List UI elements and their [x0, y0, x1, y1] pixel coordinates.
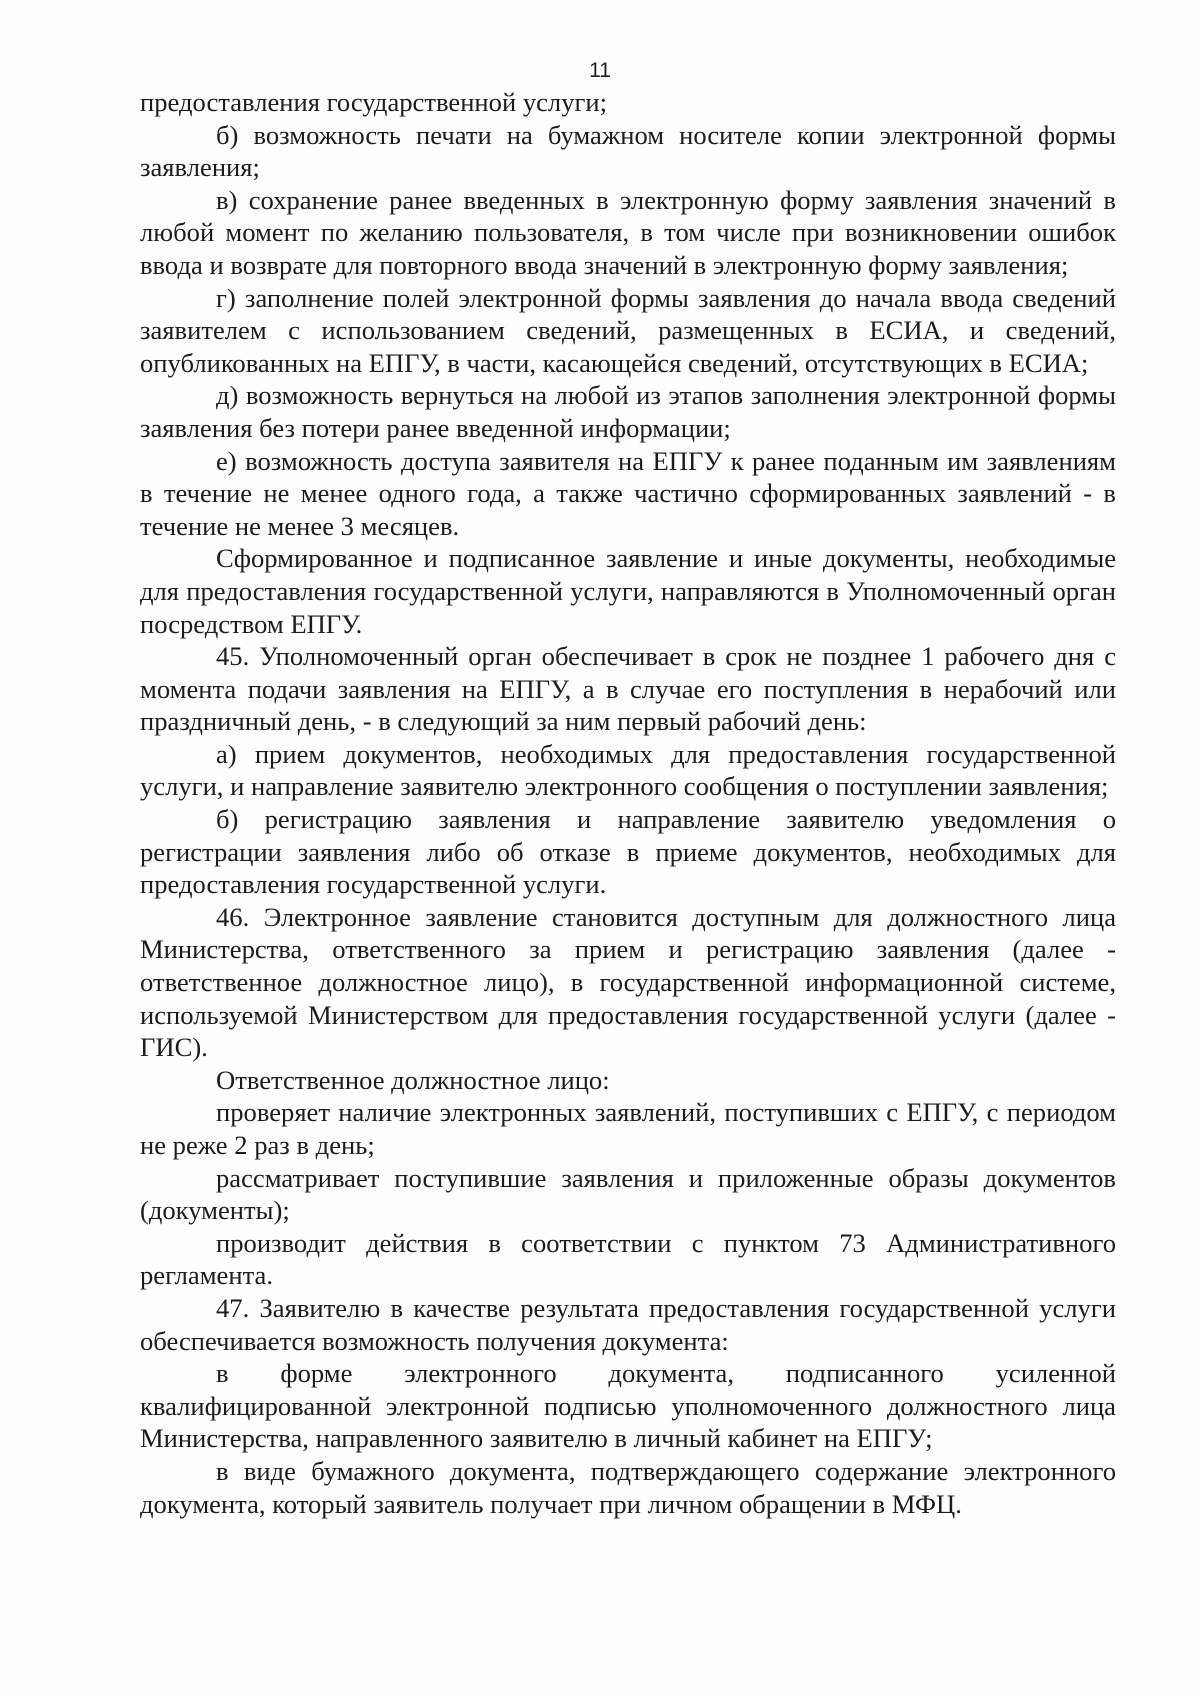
paragraph-paper-document: в виде бумажного документа, подтверждающего содержание электронного документа, который заявитель получает при личном обращении в МФЦ.: [140, 1455, 1116, 1519]
list-item-v-save-values: в) сохранение ранее введенных в электронную форму заявления значений в любой момент по желанию пользователя, в том числе при возникновении ошибок ввода и возврате для повторного ввода значений в электронную форму заявления;: [140, 184, 1116, 280]
list-item-b-registration: б) регистрацию заявления и направление заявителю уведомления о регистрации заявления либо об отказе в приеме документов, необходимых для предоставления государственной услуги.: [140, 804, 1116, 900]
paragraph-checks-applications: проверяет наличие электронных заявлений, поступивших с ЕПГУ, с периодом не реже 2 раз в день;: [140, 1097, 1116, 1160]
list-item-g-prefill-fields: г) заполнение полей электронной формы заявления до начала ввода сведений заявителем с использованием сведений, размещенных в ЕСИА, и сведений, опубликованных на ЕПГУ, в части, касающейся сведений, отсутствующих в ЕСИА;: [140, 282, 1116, 378]
list-item-d-return-to-step: д) возможность вернуться на любой из этапов заполнения электронной формы заявления без потери ранее введенной информации;: [140, 380, 1116, 443]
list-item-e-access-applications: е) возможность доступа заявителя на ЕПГУ к ранее поданным им заявлениям в течение не менее одного года, а также частично сформированных заявлений - в течение не менее 3 месяцев.: [140, 445, 1116, 541]
paragraph-reviews-applications: рассматривает поступившие заявления и приложенные образы документов (документы);: [140, 1162, 1116, 1226]
list-item-b-print-copy: б) возможность печати на бумажном носителе копии электронной формы заявления;: [140, 119, 1116, 183]
paragraph-responsible-official: Ответственное должностное лицо:: [216, 1064, 610, 1095]
paragraph-continuation: предоставления государственной услуги;: [140, 87, 608, 117]
paragraph-section-47: 47. Заявителю в качестве результата предоставления государственной услуги обеспечивается возможность получения документа:: [140, 1292, 1116, 1356]
page-number: 11: [589, 59, 611, 82]
paragraph-signed-application: Сформированное и подписанное заявление и иные документы, необходимые для предоставления государственной услуги, направляются в Уполномоченный орган посредством ЕПГУ.: [140, 543, 1116, 639]
document-body: [140, 86, 1116, 1520]
list-item-a-receipt: а) прием документов, необходимых для предоставления государственной услуги, и направление заявителю электронного сообщения о поступлении заявления;: [140, 738, 1116, 802]
paragraph-section-45: 45. Уполномоченный орган обеспечивает в срок не позднее 1 рабочего дня с момента подачи заявления на ЕПГУ, а в случае его поступления в нерабочий или праздничный день, - в следующий за ним первый рабочий день:: [140, 641, 1116, 737]
paragraph-electronic-document: в форме электронного документа, подписанного усиленной квалифицированной электронной подписью уполномоченного должностного лица Министерства, направленного заявителю в личный кабинет на ЕПГУ;: [140, 1358, 1116, 1454]
paragraph-performs-actions: производит действия в соответствии с пунктом 73 Административного регламента.: [140, 1227, 1116, 1291]
paragraph-section-46: 46. Электронное заявление становится доступным для должностного лица Министерства, ответственного за прием и регистрацию заявления (далее - ответственное должностное лицо), в государственной информационной системе, используемой Министерством для предоставления государственной услуги (далее - ГИС).: [140, 901, 1116, 1063]
